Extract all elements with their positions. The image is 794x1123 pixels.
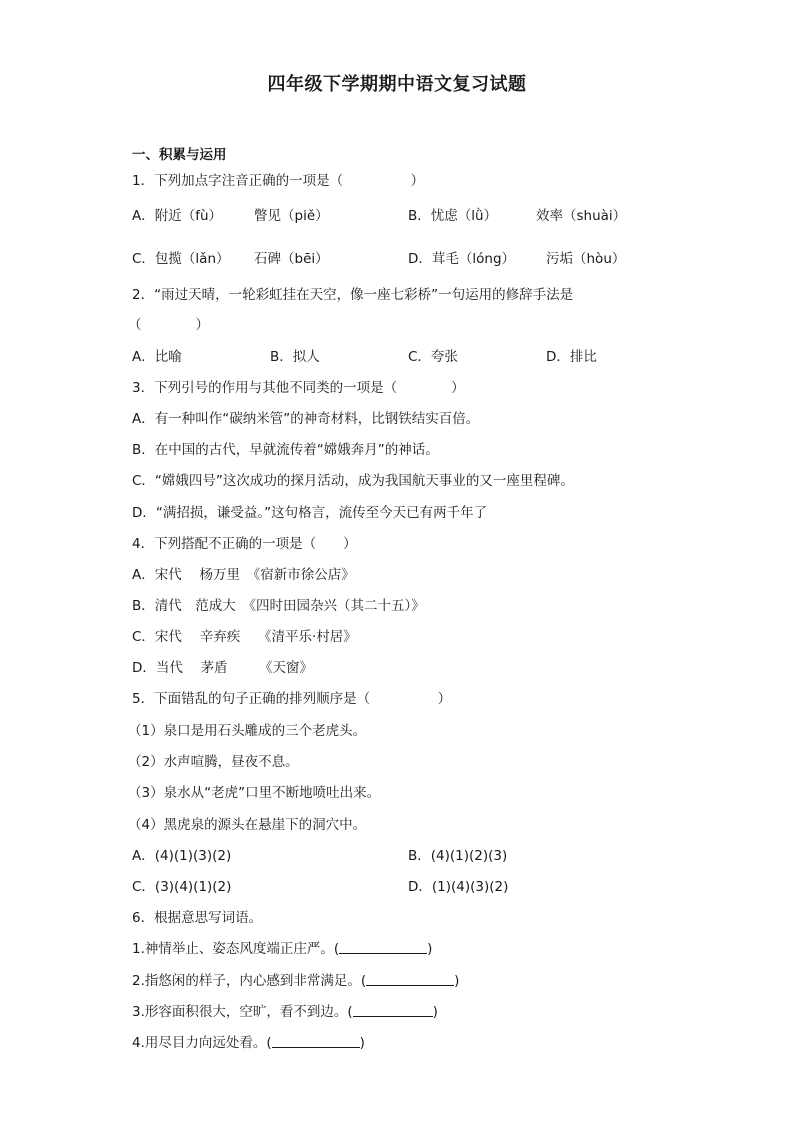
close-paren: ) (454, 973, 460, 989)
sentence-1: （1）泉口是用石头雕成的三个老虎头。 (128, 723, 367, 739)
item-text: 3.形容面积很大，空旷，看不到边。( (132, 1004, 353, 1020)
option-b: B．拟人 (270, 349, 320, 365)
option-c-word2: 石碑（bēi） (254, 251, 329, 267)
item-text: 4.用尽目力向远处看。( (132, 1035, 272, 1051)
section-heading: 一、积累与运用 (132, 147, 227, 163)
option-d-word2: 污垢（hòu） (546, 251, 626, 267)
page-title: 四年级下学期期中语文复习试题 (267, 74, 527, 95)
sentence-2: （2）水声喧腾，昼夜不息。 (128, 754, 299, 770)
close-paren: ) (432, 1004, 438, 1020)
answer-blank[interactable] (272, 1034, 360, 1048)
question-3-option-c: C．“嫦娥四号”这次成功的探月活动，成为我国航天事业的又一座里程碑。 (132, 473, 574, 489)
option-c: C．(3)(4)(1)(2) (132, 879, 232, 895)
question-4-stem: 4．下列搭配不正确的一项是（ ） (132, 536, 357, 552)
question-4-option-d: D．当代 茅盾 《天窗》 (132, 660, 313, 676)
question-3-option-a: A．有一种叫作“碳纳米管”的神奇材料，比钢铁结实百倍。 (132, 411, 480, 427)
option-a: A．(4)(1)(3)(2) (132, 848, 232, 864)
question-2-stem: 2．“雨过天晴，一轮彩虹挂在天空，像一座七彩桥”一句运用的修辞手法是 (132, 287, 574, 303)
question-6-item-4 (132, 1034, 365, 1052)
option-a-word1: A．附近（fù） (132, 208, 223, 224)
option-d: D．排比 (546, 349, 597, 365)
option-b-word2: 效率（shuài） (536, 208, 627, 224)
option-b: B．(4)(1)(2)(3) (408, 848, 508, 864)
question-6-item-1 (132, 940, 432, 958)
question-3-option-d: D．“满招损，谦受益。”这句格言，流传至今天已有两千年了 (132, 505, 488, 521)
option-d-word1: D．茸毛（lóng） (408, 251, 516, 267)
question-1-option-a (132, 207, 627, 225)
option-d: D．(1)(4)(3)(2) (408, 879, 509, 895)
question-5-options-ab (132, 847, 508, 865)
question-2-options (132, 348, 597, 366)
question-6-item-3 (132, 1003, 438, 1021)
question-1-stem: 1．下列加点字注音正确的一项是（ ） (132, 173, 425, 189)
sentence-4: （4）黑虎泉的源头在悬崖下的洞穴中。 (128, 817, 367, 833)
option-a: A．比喻 (132, 349, 182, 365)
sentence-3: （3）泉水从“老虎”口里不断地喷吐出来。 (128, 785, 381, 801)
question-2-paren: （ ） (128, 317, 209, 333)
question-4-option-b: B．清代 范成大 《四时田园杂兴（其二十五）》 (132, 598, 425, 614)
option-c: C．夸张 (408, 349, 458, 365)
question-3-option-b: B．在中国的古代，早就流传着“嫦娥奔月”的神话。 (132, 442, 439, 458)
answer-blank[interactable] (353, 1003, 433, 1017)
item-text: 2.指悠闲的样子，内心感到非常满足。( (132, 973, 367, 989)
answer-blank[interactable] (339, 940, 427, 954)
question-5-options-cd (132, 878, 509, 896)
question-6-stem: 6．根据意思写词语。 (132, 910, 263, 926)
question-6-item-2 (132, 972, 459, 990)
question-4-option-a: A．宋代 杨万里 《宿新市徐公店》 (132, 567, 355, 583)
close-paren: ) (427, 941, 433, 957)
question-5-stem: 5．下面错乱的句子正确的排列顺序是（ ） (132, 691, 452, 707)
close-paren: ) (359, 1035, 365, 1051)
option-a-word2: 瞥见（piě） (254, 208, 329, 224)
question-4-option-c: C．宋代 辛弃疾 《清平乐·村居》 (132, 629, 357, 645)
question-3-stem: 3．下列引号的作用与其他不同类的一项是（ ） (132, 380, 465, 396)
item-text: 1.神情举止、姿态风度端正庄严。( (132, 941, 340, 957)
option-c-word1: C．包揽（lǎn） (132, 251, 230, 267)
question-1-option-c (132, 250, 626, 268)
option-b-word1: B．忧虑（lǜ） (408, 208, 498, 224)
answer-blank[interactable] (366, 972, 454, 986)
